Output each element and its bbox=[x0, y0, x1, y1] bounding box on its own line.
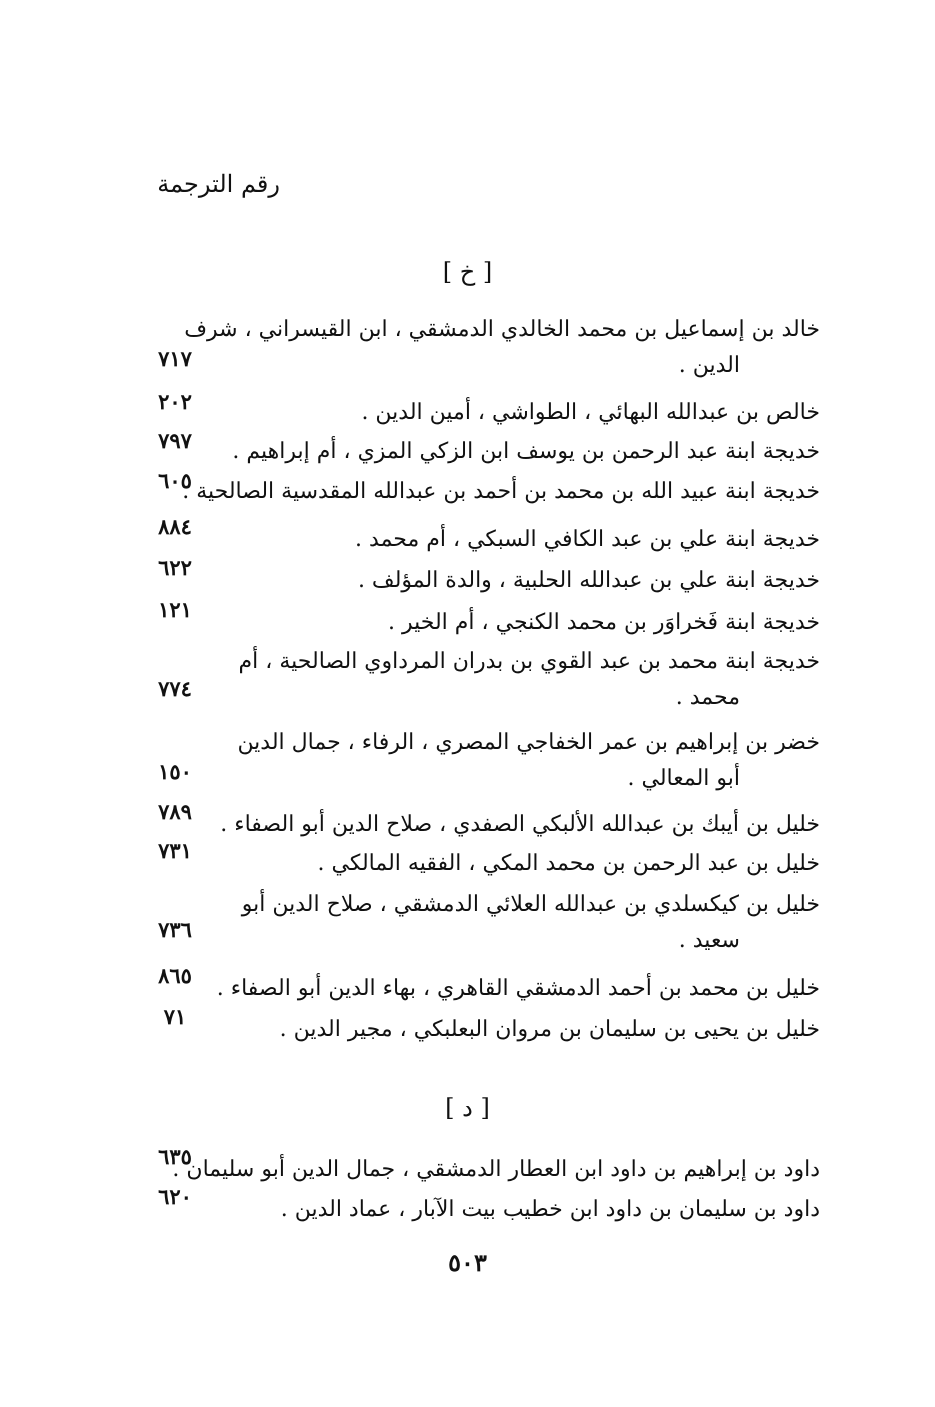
index-entry bbox=[140, 555, 820, 599]
entry-text: داود بن إبراهيم بن داود ابن العطار الدمشقي ، جمال الدين أبو سليمان . bbox=[172, 1157, 820, 1182]
entry-text-continued: محمد . bbox=[675, 685, 740, 710]
entry-number: ١٢١ bbox=[158, 597, 192, 622]
index-entry bbox=[140, 963, 820, 1007]
entry-number: ٧١٧ bbox=[158, 346, 192, 371]
section-heading-kha: [ خ ] bbox=[442, 258, 493, 286]
index-entry bbox=[140, 597, 820, 641]
entry-number: ٧٧٤ bbox=[158, 676, 192, 701]
index-entry bbox=[140, 725, 820, 797]
column-header-label: رقم الترجمة bbox=[157, 170, 280, 198]
entry-text: خليل بن يحيى بن سليمان بن مروان البعلبكي ، مجير الدين . bbox=[279, 1017, 820, 1042]
entry-text-continued: الدين . bbox=[678, 353, 740, 378]
index-entry bbox=[140, 838, 820, 882]
entry-text: خديجة ابنة علي بن عبدالله الحلبية ، والدة المؤلف . bbox=[357, 568, 820, 593]
entry-text: خديجة ابنة محمد بن عبد القوي بن بدران المرداوي الصالحية ، أم bbox=[238, 649, 820, 674]
page-number: ٥٠٣ bbox=[448, 1248, 487, 1277]
entry-number: ٦٣٥ bbox=[158, 1144, 192, 1169]
index-entry bbox=[140, 468, 820, 510]
entry-number: ٧٣٦ bbox=[158, 917, 192, 942]
entry-text: خليل بن كيكسلدي بن عبدالله العلائي الدمشقي ، صلاح الدين أبو bbox=[241, 892, 820, 917]
index-entry bbox=[140, 1144, 820, 1188]
index-entry bbox=[140, 312, 820, 384]
entry-number: ٧٨٩ bbox=[158, 799, 192, 824]
index-entry bbox=[140, 428, 820, 470]
entry-text: خديجة ابنة علي بن عبد الكافي السبكي ، أم محمد . bbox=[355, 527, 820, 552]
entry-text: خديجة ابنة فَخراوَر بن محمد الكنجي ، أم الخير . bbox=[388, 610, 820, 635]
entry-text: خديجة ابنة عبيد الله بن محمد بن أحمد بن عبدالله المقدسية الصالحية . bbox=[182, 479, 820, 504]
entry-text: خالص بن عبدالله البهائي ، الطواشي ، أمين الدين . bbox=[361, 400, 820, 425]
entry-number: ٧١ bbox=[163, 1004, 187, 1029]
entry-number: ٢٠٢ bbox=[158, 389, 192, 414]
section-heading-dal: [ د ] bbox=[445, 1094, 490, 1122]
entry-number: ٨٨٤ bbox=[158, 514, 192, 539]
index-entry bbox=[140, 799, 820, 843]
index-entry bbox=[140, 1004, 820, 1048]
entry-text-continued: أبو المعالي . bbox=[627, 766, 740, 791]
index-entry bbox=[140, 514, 820, 558]
entry-text: خليل بن أيبك بن عبدالله الألبكي الصفدي ، صلاح الدين أبو الصفاء . bbox=[220, 812, 820, 837]
entry-number: ٧٩٧ bbox=[158, 428, 192, 453]
entry-text: خالد بن إسماعيل بن محمد الخالدي الدمشقي ، ابن القيسراني ، شرف bbox=[184, 317, 820, 342]
index-entry bbox=[140, 389, 820, 431]
index-entry bbox=[140, 1184, 820, 1228]
entry-number: ٨٦٥ bbox=[158, 963, 192, 988]
entry-text: خليل بن محمد بن أحمد الدمشقي القاهري ، بهاء الدين أبو الصفاء . bbox=[216, 976, 820, 1001]
entry-number: ٦٢٠ bbox=[158, 1184, 192, 1209]
entry-text: خديجة ابنة عبد الرحمن بن يوسف ابن الزكي المزي ، أم إبراهيم . bbox=[232, 439, 820, 464]
entry-text: خليل بن عبد الرحمن بن محمد المكي ، الفقيه المالكي . bbox=[317, 851, 820, 876]
entry-number: ١٥٠ bbox=[158, 759, 192, 784]
entry-text: داود بن سليمان بن داود ابن خطيب بيت الآبار ، عماد الدين . bbox=[280, 1197, 820, 1222]
entry-number: ٧٣١ bbox=[158, 838, 192, 863]
entry-number: ٦٠٥ bbox=[158, 468, 192, 493]
index-entry bbox=[140, 887, 820, 959]
entry-number: ٦٢٢ bbox=[158, 555, 192, 580]
entry-text: خضر بن إبراهيم بن عمر الخفاجي المصري ، الرفاء ، جمال الدين bbox=[237, 730, 820, 755]
entry-text-continued: سعيد . bbox=[678, 928, 740, 953]
index-entry bbox=[140, 644, 820, 716]
